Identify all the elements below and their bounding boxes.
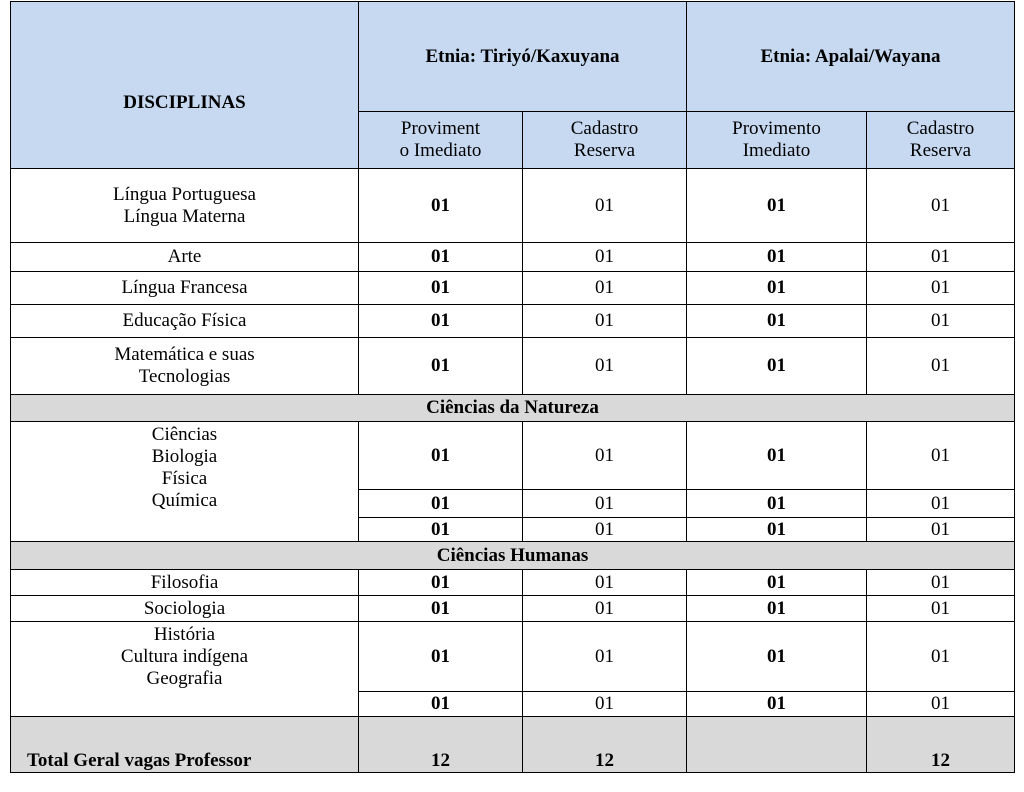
apalai-provimento-line2: Imediato bbox=[742, 140, 811, 161]
label-cultura-indigena: Cultura indígena bbox=[120, 646, 249, 667]
cell-value: 01 bbox=[523, 169, 687, 243]
table-row bbox=[11, 422, 1015, 490]
cell-value: 01 bbox=[867, 518, 1015, 542]
cell-value: 01 bbox=[523, 305, 687, 338]
cell-value: 01 bbox=[687, 692, 867, 717]
cell-value: 01 bbox=[687, 272, 867, 305]
total-value: 12 bbox=[867, 717, 1015, 773]
row-label-line1: Matemática e suas bbox=[114, 344, 255, 365]
row-label-line2: Língua Materna bbox=[123, 205, 246, 227]
table-row bbox=[11, 243, 1015, 272]
cell-value: 01 bbox=[523, 570, 687, 596]
tiriyo-cadastro-header bbox=[523, 112, 687, 169]
label-geografia: Geografia bbox=[146, 668, 223, 689]
cell-value: 01 bbox=[359, 305, 523, 338]
cell-value: 01 bbox=[523, 272, 687, 305]
row-label bbox=[11, 169, 359, 243]
group-header-humanas: Ciências Humanas bbox=[11, 542, 1015, 570]
total-value-empty bbox=[687, 717, 867, 773]
cell-value: 01 bbox=[359, 518, 523, 542]
tiriyo-cadastro-line1: Cadastro bbox=[570, 118, 639, 139]
total-label: Total Geral vagas Professor bbox=[11, 717, 359, 773]
tiriyo-provimento-line1: Proviment bbox=[400, 118, 481, 139]
row-label-natureza bbox=[11, 422, 359, 542]
cell-value: 01 bbox=[359, 422, 523, 490]
cell-value: 01 bbox=[867, 169, 1015, 243]
row-label-line2: Tecnologias bbox=[138, 366, 231, 387]
table-row bbox=[11, 622, 1015, 692]
etnia-apalai-label: Etnia: Apalai/Wayana bbox=[760, 45, 941, 67]
cell-value: 01 bbox=[687, 338, 867, 395]
cell-value: 01 bbox=[359, 692, 523, 717]
table-row bbox=[11, 596, 1015, 622]
cell-value: 01 bbox=[523, 338, 687, 395]
cell-value: 01 bbox=[687, 622, 867, 692]
row-label bbox=[11, 338, 359, 395]
label-quimica: Química bbox=[151, 490, 218, 511]
apalai-cadastro-line2: Reserva bbox=[909, 140, 972, 161]
cell-value: 01 bbox=[867, 692, 1015, 717]
cell-value: 01 bbox=[359, 570, 523, 596]
table-row bbox=[11, 338, 1015, 395]
etnia-tiriyo-label: Etnia: Tiriyó/Kaxuyana bbox=[425, 45, 620, 67]
apalai-cadastro-line1: Cadastro bbox=[906, 118, 975, 139]
cell-value: 01 bbox=[359, 243, 523, 272]
apalai-provimento-line1: Provimento bbox=[732, 118, 821, 139]
cell-value: 01 bbox=[523, 622, 687, 692]
label-biologia: Biologia bbox=[151, 446, 218, 467]
cell-value: 01 bbox=[687, 243, 867, 272]
cell-value: 01 bbox=[523, 490, 687, 518]
cell-value: 01 bbox=[867, 622, 1015, 692]
row-label: Educação Física bbox=[11, 305, 359, 338]
cell-value: 01 bbox=[523, 692, 687, 717]
total-row bbox=[11, 717, 1015, 773]
cell-value: 01 bbox=[867, 305, 1015, 338]
cell-value: 01 bbox=[359, 272, 523, 305]
cell-value: 01 bbox=[359, 338, 523, 395]
tiriyo-cadastro-line2: Reserva bbox=[573, 140, 636, 161]
row-label-line1: Língua Portuguesa bbox=[112, 183, 256, 205]
cell-value: 01 bbox=[523, 596, 687, 622]
row-label: Arte bbox=[11, 243, 359, 272]
apalai-provimento-header bbox=[687, 112, 867, 169]
cell-value: 01 bbox=[867, 570, 1015, 596]
cell-value: 01 bbox=[867, 596, 1015, 622]
cell-value: 01 bbox=[867, 338, 1015, 395]
cell-value: 01 bbox=[523, 422, 687, 490]
row-label: Sociologia bbox=[11, 596, 359, 622]
total-value: 12 bbox=[359, 717, 523, 773]
table-row bbox=[11, 272, 1015, 305]
cell-value: 01 bbox=[687, 169, 867, 243]
label-historia: História bbox=[153, 624, 216, 645]
cell-value: 01 bbox=[359, 490, 523, 518]
cell-value: 01 bbox=[687, 490, 867, 518]
row-label: Filosofia bbox=[11, 570, 359, 596]
cell-value: 01 bbox=[867, 243, 1015, 272]
table-row bbox=[11, 570, 1015, 596]
table-row bbox=[11, 169, 1015, 243]
apalai-cadastro-header bbox=[867, 112, 1015, 169]
cell-value: 01 bbox=[359, 622, 523, 692]
cell-value: 01 bbox=[523, 518, 687, 542]
table-row bbox=[11, 305, 1015, 338]
cell-value: 01 bbox=[523, 243, 687, 272]
vagas-table bbox=[10, 1, 1015, 773]
cell-value: 01 bbox=[867, 490, 1015, 518]
cell-value: 01 bbox=[687, 596, 867, 622]
cell-value: 01 bbox=[687, 422, 867, 490]
cell-value: 01 bbox=[359, 169, 523, 243]
label-fisica: Física bbox=[161, 468, 208, 489]
tiriyo-provimento-line2: o Imediato bbox=[399, 140, 482, 161]
cell-value: 01 bbox=[687, 518, 867, 542]
cell-value: 01 bbox=[867, 422, 1015, 490]
label-ciencias: Ciências bbox=[151, 424, 218, 445]
disciplinas-header-label: DISCIPLINAS bbox=[123, 92, 246, 113]
group-header-natureza: Ciências da Natureza bbox=[11, 395, 1015, 422]
total-value: 12 bbox=[523, 717, 687, 773]
disciplinas-header bbox=[11, 2, 359, 169]
row-label: Língua Francesa bbox=[11, 272, 359, 305]
etnia-tiriyo-header bbox=[359, 2, 687, 112]
cell-value: 01 bbox=[359, 596, 523, 622]
cell-value: 01 bbox=[687, 305, 867, 338]
etnia-apalai-header bbox=[687, 2, 1015, 112]
cell-value: 01 bbox=[867, 272, 1015, 305]
tiriyo-provimento-header bbox=[359, 112, 523, 169]
cell-value: 01 bbox=[687, 570, 867, 596]
row-label-historia bbox=[11, 622, 359, 717]
